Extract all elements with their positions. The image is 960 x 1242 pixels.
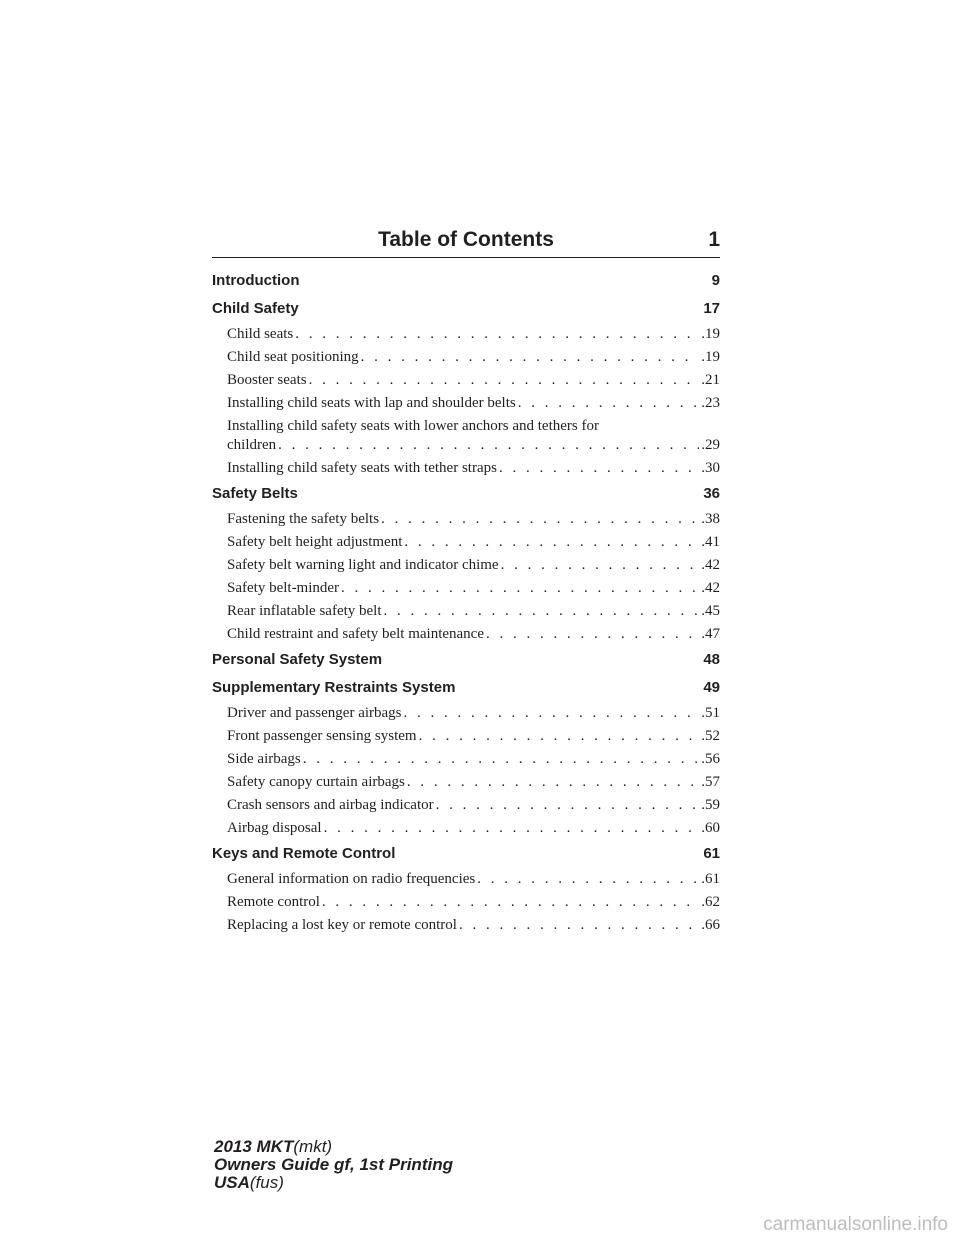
dot-leader <box>459 916 699 934</box>
entry-label: Safety canopy curtain airbags <box>227 774 405 790</box>
dot-leader <box>381 510 699 528</box>
dot-leader <box>309 371 700 389</box>
toc-entry[interactable] <box>212 870 720 888</box>
entry-page: .60 <box>701 820 720 836</box>
dot-leader <box>501 556 700 574</box>
entry-label: General information on radio frequencies <box>227 871 476 887</box>
toc-section-heading[interactable] <box>212 483 720 505</box>
entry-page: .38 <box>701 511 720 527</box>
entry-label: Safety belt warning light and indicator chime <box>227 557 499 573</box>
header-rule <box>212 257 720 258</box>
toc-section <box>212 843 720 934</box>
toc-section <box>212 270 720 292</box>
entry-page: .29 <box>701 437 720 453</box>
dot-leader <box>324 819 700 837</box>
entry-page: .47 <box>701 626 720 642</box>
document-footer <box>214 1138 453 1192</box>
section-page: 9 <box>711 272 720 289</box>
page-header <box>212 228 720 258</box>
dot-leader <box>477 870 699 888</box>
toc-section-heading[interactable] <box>212 270 720 292</box>
toc-entry[interactable] <box>212 371 720 389</box>
toc-entry[interactable] <box>212 796 720 814</box>
dot-leader <box>407 773 699 791</box>
entry-page: .66 <box>701 917 720 933</box>
toc-entry[interactable] <box>212 773 720 791</box>
entry-label: Safety belt height adjustment <box>227 534 403 550</box>
dot-leader <box>303 750 700 768</box>
entry-page: .61 <box>701 871 720 887</box>
entry-label: Replacing a lost key or remote control <box>227 917 457 933</box>
toc-section <box>212 483 720 643</box>
dot-leader <box>404 533 699 551</box>
section-title: Keys and Remote Control <box>212 845 396 862</box>
toc-section <box>212 677 720 837</box>
section-page: 49 <box>703 679 720 696</box>
entry-page: .59 <box>701 797 720 813</box>
entry-label-continued: children <box>227 437 277 453</box>
toc-entry[interactable] <box>212 704 720 722</box>
entry-page: .19 <box>701 349 720 365</box>
toc-entry[interactable] <box>212 916 720 934</box>
toc-section-heading[interactable] <box>212 649 720 671</box>
toc-entry[interactable] <box>212 556 720 574</box>
section-title: Child Safety <box>212 300 299 317</box>
entry-page: .21 <box>701 372 720 388</box>
toc-entry[interactable] <box>212 750 720 768</box>
entry-label: Safety belt-minder <box>227 580 340 596</box>
entry-label: Installing child seats with lap and shoulder belts <box>227 395 516 411</box>
dot-leader <box>295 325 699 343</box>
toc-entry[interactable] <box>212 417 720 454</box>
entry-page: .45 <box>701 603 720 619</box>
entry-label: Driver and passenger airbags <box>227 705 402 721</box>
entry-page: .62 <box>701 894 720 910</box>
watermark: carmanualsonline.info <box>763 1214 948 1235</box>
entry-label: Rear inflatable safety belt <box>227 603 382 619</box>
dot-leader <box>419 727 700 745</box>
toc-entry[interactable] <box>212 602 720 620</box>
dot-leader <box>341 579 699 597</box>
toc-entry[interactable] <box>212 625 720 643</box>
entry-page: .42 <box>701 580 720 596</box>
entry-label: Fastening the safety belts <box>227 511 380 527</box>
toc-entry[interactable] <box>212 533 720 551</box>
entry-label: Child seats <box>227 326 294 342</box>
section-page: 48 <box>703 651 720 668</box>
footer-model-code: (mkt) <box>293 1137 333 1156</box>
section-title: Supplementary Restraints System <box>212 679 456 696</box>
section-page: 36 <box>703 485 720 502</box>
toc-entry[interactable] <box>212 727 720 745</box>
entry-label: Booster seats <box>227 372 307 388</box>
toc-entry[interactable] <box>212 394 720 412</box>
entry-label: Side airbags <box>227 751 301 767</box>
toc-entry[interactable] <box>212 579 720 597</box>
entry-page: .51 <box>701 705 720 721</box>
section-page: 61 <box>703 845 720 862</box>
footer-edition: Owners Guide gf, 1st Printing <box>214 1155 453 1174</box>
footer-market-code: (fus) <box>249 1173 284 1192</box>
entry-page: .30 <box>701 460 720 476</box>
dot-leader <box>499 459 699 477</box>
entry-label: Child restraint and safety belt maintenance <box>227 626 484 642</box>
toc-entry[interactable] <box>212 325 720 343</box>
entry-label: Installing child safety seats with tether straps <box>227 460 497 476</box>
dot-leader <box>384 602 700 620</box>
dot-leader <box>322 893 699 911</box>
entry-page: .42 <box>701 557 720 573</box>
entry-label: Installing child safety seats with lower anchors and tethers for <box>227 418 599 434</box>
toc-entry[interactable] <box>212 459 720 477</box>
entry-page: .57 <box>701 774 720 790</box>
dot-leader <box>361 348 700 366</box>
entry-page: .41 <box>701 534 720 550</box>
section-title: Safety Belts <box>212 485 298 502</box>
page-number: 1 <box>708 228 720 251</box>
footer-model: 2013 MKT <box>214 1137 294 1156</box>
toc-section-heading[interactable] <box>212 843 720 865</box>
toc-section <box>212 649 720 671</box>
toc-entry[interactable] <box>212 348 720 366</box>
toc-entry[interactable] <box>212 819 720 837</box>
entry-label: Remote control <box>227 894 320 910</box>
toc-section-heading[interactable] <box>212 677 720 699</box>
section-title: Introduction <box>212 272 300 289</box>
entry-label: Child seat positioning <box>227 349 359 365</box>
section-title: Personal Safety System <box>212 651 383 668</box>
entry-label: Crash sensors and airbag indicator <box>227 797 434 813</box>
section-page: 17 <box>703 300 720 317</box>
entry-page: .23 <box>701 395 720 411</box>
entry-label: Front passenger sensing system <box>227 728 417 744</box>
table-of-contents <box>212 270 720 934</box>
dot-leader <box>518 394 700 412</box>
toc-section-heading[interactable] <box>212 298 720 320</box>
entry-page: .19 <box>701 326 720 342</box>
entry-page: .52 <box>701 728 720 744</box>
dot-leader <box>278 436 699 454</box>
dot-leader <box>404 704 700 722</box>
entry-label: Airbag disposal <box>227 820 322 836</box>
toc-section <box>212 298 720 477</box>
footer-market: USA <box>214 1173 250 1192</box>
toc-entry[interactable] <box>212 510 720 528</box>
toc-entry[interactable] <box>212 893 720 911</box>
dot-leader <box>486 625 699 643</box>
page-title: Table of Contents <box>378 228 554 251</box>
dot-leader <box>436 796 700 814</box>
entry-page: .56 <box>701 751 720 767</box>
